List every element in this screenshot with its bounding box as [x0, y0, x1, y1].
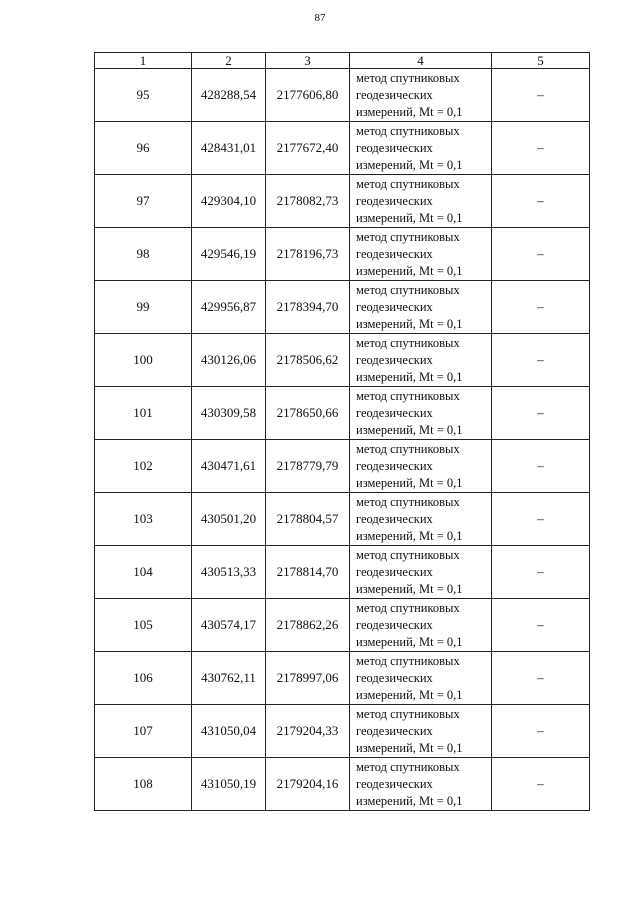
method-cell: [350, 387, 492, 440]
coordinate-y-cell: 2178082,73: [266, 175, 350, 228]
method-line: измерений, Mt = 0,1: [356, 263, 463, 278]
method-line: измерений, Mt = 0,1: [356, 740, 463, 755]
note-cell: –: [492, 758, 590, 811]
point-number-cell: 100: [95, 334, 192, 387]
coordinate-y-cell: 2179204,33: [266, 705, 350, 758]
header-col-2: 2: [192, 53, 266, 69]
page-number: 87: [314, 12, 326, 24]
header-row: [95, 53, 590, 69]
method-line: измерений, Mt = 0,1: [356, 581, 463, 596]
note-cell: –: [492, 705, 590, 758]
method-line: геодезических: [356, 670, 433, 685]
method-line: геодезических: [356, 405, 433, 420]
method-line: геодезических: [356, 617, 433, 632]
note-cell: –: [492, 69, 590, 122]
coordinate-y-cell: 2179204,16: [266, 758, 350, 811]
method-line: измерений, Mt = 0,1: [356, 369, 463, 384]
method-line: геодезических: [356, 458, 433, 473]
table-row: [95, 493, 590, 546]
method-line: измерений, Mt = 0,1: [356, 157, 463, 172]
method-line: метод спутниковых: [356, 653, 460, 668]
coordinate-x-cell: 428288,54: [192, 69, 266, 122]
coordinate-y-cell: 2177672,40: [266, 122, 350, 175]
method-cell: [350, 281, 492, 334]
table-row: [95, 387, 590, 440]
note-cell: –: [492, 599, 590, 652]
method-cell: [350, 546, 492, 599]
table-row: [95, 705, 590, 758]
table-row: [95, 334, 590, 387]
method-cell: [350, 334, 492, 387]
point-number-cell: 105: [95, 599, 192, 652]
table-row: [95, 758, 590, 811]
coordinate-x-cell: 430513,33: [192, 546, 266, 599]
method-cell: [350, 599, 492, 652]
method-line: геодезических: [356, 246, 433, 261]
point-number-cell: 102: [95, 440, 192, 493]
method-cell: [350, 228, 492, 281]
table-row: [95, 546, 590, 599]
note-cell: –: [492, 387, 590, 440]
method-cell: [350, 493, 492, 546]
method-line: геодезических: [356, 511, 433, 526]
coordinate-y-cell: 2178506,62: [266, 334, 350, 387]
coordinate-x-cell: 430309,58: [192, 387, 266, 440]
method-line: метод спутниковых: [356, 388, 460, 403]
method-line: измерений, Mt = 0,1: [356, 316, 463, 331]
point-number-cell: 96: [95, 122, 192, 175]
method-line: метод спутниковых: [356, 759, 460, 774]
method-line: измерений, Mt = 0,1: [356, 422, 463, 437]
coordinate-x-cell: 431050,19: [192, 758, 266, 811]
table-row: [95, 122, 590, 175]
note-cell: –: [492, 175, 590, 228]
point-number-cell: 103: [95, 493, 192, 546]
coordinate-y-cell: 2178814,70: [266, 546, 350, 599]
table-row: [95, 69, 590, 122]
point-number-cell: 98: [95, 228, 192, 281]
coordinate-x-cell: 430126,06: [192, 334, 266, 387]
coordinate-y-cell: 2177606,80: [266, 69, 350, 122]
point-number-cell: 108: [95, 758, 192, 811]
method-line: метод спутниковых: [356, 547, 460, 562]
table-row: [95, 228, 590, 281]
method-line: геодезических: [356, 723, 433, 738]
method-line: геодезических: [356, 193, 433, 208]
method-line: метод спутниковых: [356, 706, 460, 721]
method-cell: [350, 705, 492, 758]
point-number-cell: 104: [95, 546, 192, 599]
point-number-cell: 101: [95, 387, 192, 440]
note-cell: –: [492, 281, 590, 334]
coordinate-x-cell: 428431,01: [192, 122, 266, 175]
header-col-5: 5: [492, 53, 590, 69]
coordinate-x-cell: 431050,04: [192, 705, 266, 758]
coordinate-y-cell: 2178650,66: [266, 387, 350, 440]
method-line: метод спутниковых: [356, 229, 460, 244]
header-col-3: 3: [266, 53, 350, 69]
coordinates-table: [94, 52, 590, 811]
method-line: геодезических: [356, 299, 433, 314]
method-line: измерений, Mt = 0,1: [356, 104, 463, 119]
coordinate-y-cell: 2178196,73: [266, 228, 350, 281]
table-row: [95, 652, 590, 705]
coordinate-x-cell: 430762,11: [192, 652, 266, 705]
coordinate-x-cell: 430501,20: [192, 493, 266, 546]
method-cell: [350, 175, 492, 228]
method-line: геодезических: [356, 564, 433, 579]
table-row: [95, 281, 590, 334]
note-cell: –: [492, 228, 590, 281]
point-number-cell: 107: [95, 705, 192, 758]
method-line: измерений, Mt = 0,1: [356, 475, 463, 490]
note-cell: –: [492, 546, 590, 599]
method-line: измерений, Mt = 0,1: [356, 528, 463, 543]
method-cell: [350, 440, 492, 493]
coordinate-x-cell: 430471,61: [192, 440, 266, 493]
method-line: метод спутниковых: [356, 600, 460, 615]
method-line: измерений, Mt = 0,1: [356, 687, 463, 702]
method-line: геодезических: [356, 776, 433, 791]
note-cell: –: [492, 334, 590, 387]
coordinate-y-cell: 2178804,57: [266, 493, 350, 546]
method-cell: [350, 758, 492, 811]
coordinate-y-cell: 2178394,70: [266, 281, 350, 334]
method-line: геодезических: [356, 352, 433, 367]
coordinate-y-cell: 2178862,26: [266, 599, 350, 652]
point-number-cell: 95: [95, 69, 192, 122]
method-line: метод спутниковых: [356, 494, 460, 509]
note-cell: –: [492, 493, 590, 546]
header-col-1: 1: [95, 53, 192, 69]
coordinate-x-cell: 429304,10: [192, 175, 266, 228]
coordinate-x-cell: 430574,17: [192, 599, 266, 652]
method-line: метод спутниковых: [356, 282, 460, 297]
method-line: метод спутниковых: [356, 441, 460, 456]
table-body: [95, 69, 590, 811]
header-col-4: 4: [350, 53, 492, 69]
point-number-cell: 97: [95, 175, 192, 228]
table-row: [95, 175, 590, 228]
method-cell: [350, 69, 492, 122]
note-cell: –: [492, 122, 590, 175]
point-number-cell: 99: [95, 281, 192, 334]
coordinate-y-cell: 2178779,79: [266, 440, 350, 493]
point-number-cell: 106: [95, 652, 192, 705]
method-line: геодезических: [356, 87, 433, 102]
method-line: геодезических: [356, 140, 433, 155]
table-row: [95, 599, 590, 652]
method-line: метод спутниковых: [356, 70, 460, 85]
coordinate-y-cell: 2178997,06: [266, 652, 350, 705]
note-cell: –: [492, 440, 590, 493]
table-header: [95, 53, 590, 69]
note-cell: –: [492, 652, 590, 705]
coordinate-x-cell: 429956,87: [192, 281, 266, 334]
method-line: измерений, Mt = 0,1: [356, 210, 463, 225]
method-line: измерений, Mt = 0,1: [356, 634, 463, 649]
method-line: метод спутниковых: [356, 123, 460, 138]
method-cell: [350, 122, 492, 175]
coordinate-x-cell: 429546,19: [192, 228, 266, 281]
table-row: [95, 440, 590, 493]
method-line: метод спутниковых: [356, 335, 460, 350]
method-cell: [350, 652, 492, 705]
method-line: измерений, Mt = 0,1: [356, 793, 463, 808]
method-line: метод спутниковых: [356, 176, 460, 191]
